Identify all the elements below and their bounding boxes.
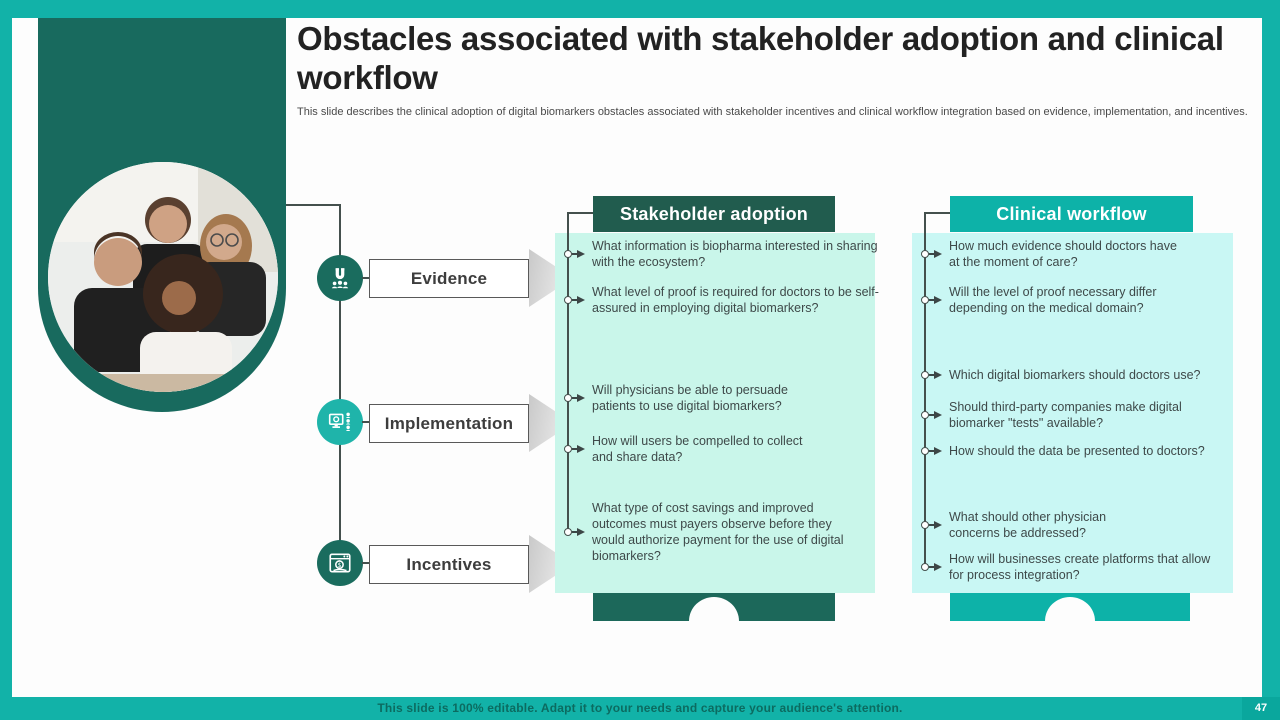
branch-dot [564,445,572,453]
svg-text:$: $ [337,561,342,569]
branch-dot [564,296,572,304]
page-number: 47 [1242,697,1280,720]
branch-arrow-icon [934,250,942,258]
branch-arrow-icon [934,411,942,419]
clinical-header-label: Clinical workflow [996,203,1147,224]
frame-top-bar [0,0,1280,18]
question-text: What level of proof is required for doctors to be self-assured in employing digital biomarkers? [592,285,879,315]
branch-arrow-icon [934,296,942,304]
stakeholder-foot [593,593,835,621]
branch-dot [921,563,929,571]
question-text: Will physicians be able to persuade patients to use digital biomarkers? [592,383,788,413]
clinical-connector-top [925,212,950,214]
team-photo [48,162,278,392]
evidence-node [317,255,363,301]
footer-note: This slide is 100% editable. Adapt it to your needs and capture your audience's attention. [377,701,903,715]
branch-arrow-icon [577,528,585,536]
branch-dot [564,250,572,258]
stakeholder-question-2 [564,284,880,316]
stakeholder-question-4 [564,433,812,465]
clinical-foot-notch [1045,597,1095,621]
implementation-label-box [369,404,529,443]
question-text: What information is biopharma interested in sharing with the ecosystem? [592,239,878,269]
payment-window-icon [327,550,353,576]
question-text: What type of cost savings and improved outcomes must payers observe before they would authorize payment for the use of digital biomarkers? [592,501,844,563]
branch-dot [921,371,929,379]
question-text: What should other physician concerns be addressed? [949,510,1107,540]
branch-arrow-icon [577,250,585,258]
clinical-question-1 [921,238,1189,270]
clinical-foot [950,593,1190,621]
branch-arrow-icon [934,447,942,455]
branch-arrow-icon [934,371,942,379]
connector-photo-horizontal [286,204,341,206]
incentives-label-box [369,545,529,584]
clinical-question-3 [921,367,1237,383]
branch-dot [921,296,929,304]
connector-evidence [362,277,369,279]
slide-subtitle: This slide describes the clinical adoption of digital biomarkers obstacles associated with stakeholder incentives and clinical workflow integration based on evidence, implementation, and incentives. [297,106,1248,118]
evidence-label: Evidence [410,268,488,288]
clinical-header [950,196,1193,232]
magnet-audience-icon [327,265,353,291]
clinical-question-7 [921,551,1211,583]
implementation-label: Implementation [384,413,514,433]
stakeholder-question-3 [564,382,832,414]
question-text: How should the data be presented to doctors? [949,444,1205,458]
question-text: Which digital biomarkers should doctors use? [949,368,1201,382]
slide-title: Obstacles associated with stakeholder adoption and clinical workflow [297,20,1224,96]
incentives-label: Incentives [406,554,492,574]
question-text: Should third-party companies make digital biomarker "tests" available? [949,400,1182,430]
connector-implementation [362,421,369,423]
branch-dot [564,394,572,402]
branch-dot [921,250,929,258]
question-text: How will businesses create platforms that allow for process integration? [949,552,1211,582]
branch-dot [921,447,929,455]
branch-dot [564,528,572,536]
branch-dot [921,521,929,529]
branch-arrow-icon [577,394,585,402]
stakeholder-question-5 [564,500,864,564]
screen-hierarchy-icon [327,409,353,435]
stakeholder-question-1 [564,238,880,270]
stakeholder-foot-notch [689,597,739,621]
clinical-question-2 [921,284,1199,316]
footer-bar [0,697,1280,720]
branch-arrow-icon [577,296,585,304]
clinical-question-5 [921,443,1237,459]
branch-arrow-icon [934,521,942,529]
clinical-question-4 [921,399,1211,431]
team-photo-illustration [48,162,278,392]
question-text: How will users be compelled to collect and share data? [592,434,803,464]
frame-right-bar [1262,18,1280,697]
frame-left-bar [0,18,12,697]
stakeholder-header-label: Stakeholder adoption [619,203,809,224]
stakeholder-header [593,196,835,232]
question-text: How much evidence should doctors have at the moment of care? [949,239,1177,269]
stakeholder-connector-top [568,212,593,214]
question-text: Will the level of proof necessary differ depending on the medical domain? [949,285,1157,315]
branch-arrow-icon [934,563,942,571]
incentives-node [317,540,363,586]
clinical-question-6 [921,509,1159,541]
connector-incentives [362,562,369,564]
evidence-label-box [369,259,529,298]
implementation-node [317,399,363,445]
branch-arrow-icon [577,445,585,453]
branch-dot [921,411,929,419]
